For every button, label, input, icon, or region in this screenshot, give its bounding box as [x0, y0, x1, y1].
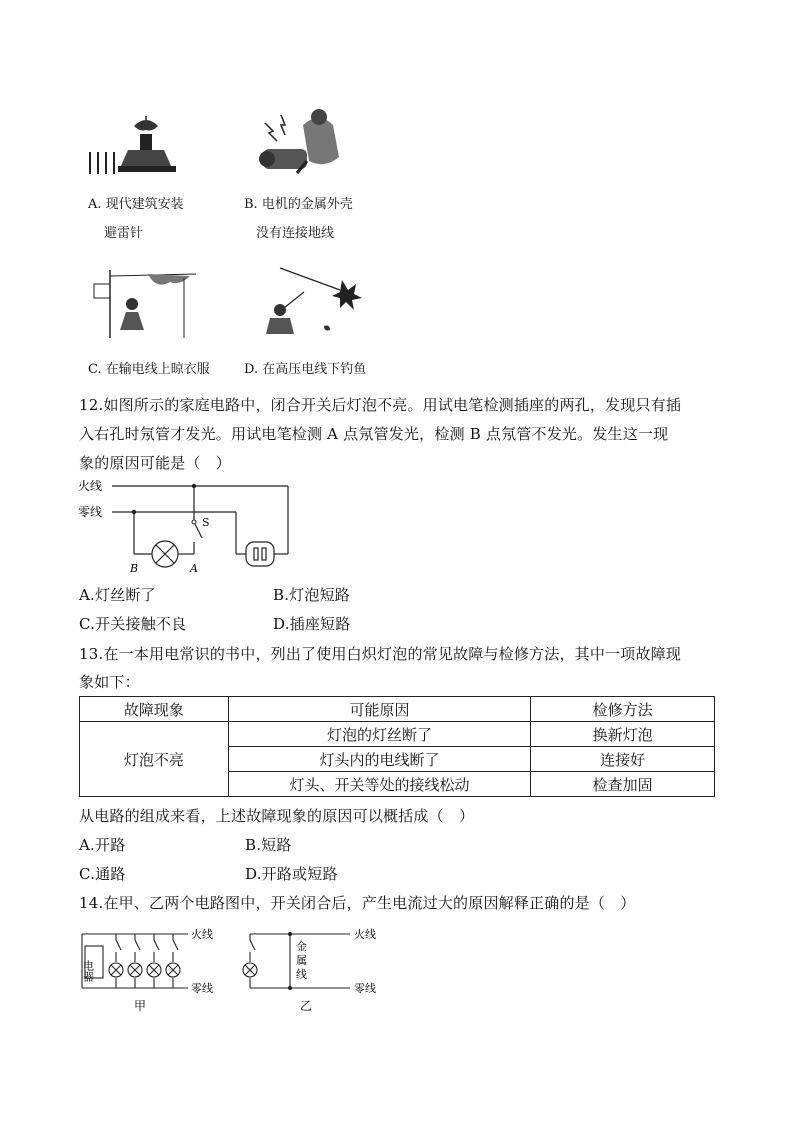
q14-yi-neutral-label: 零线: [354, 982, 376, 995]
q12-option-a: A.灯丝断了: [79, 586, 156, 604]
q12-option-c: C.开关接触不良: [79, 615, 187, 633]
q14-yi-wire-char1: 金: [296, 940, 307, 953]
q13-stem-line1: 13.在一本用电常识的书中，列出了使用白炽灯泡的常见故障与检修方法，其中一项故障现: [79, 645, 682, 663]
q12-option-d: D.插座短路: [273, 615, 351, 633]
q12-stem-line1: 12.如图所示的家庭电路中，闭合开关后灯泡不亮。用试电笔检测插座的两孔，发现只有插: [79, 396, 682, 414]
q12-switch-label: S: [202, 516, 210, 529]
method-cell: 换新灯泡: [531, 722, 715, 747]
q11-option-b-line2: 没有连接地线: [256, 226, 335, 241]
q13-after-text: 从电路的组成来看，上述故障现象的原因可以概括成（ ）: [79, 807, 475, 825]
q12-stem-line3: 象的原因可能是（ ）: [79, 454, 232, 472]
q14-circuit-jia: [80, 924, 230, 1016]
q12-neutral-label: 零线: [78, 505, 103, 519]
q14-yi-caption: 乙: [300, 999, 313, 1013]
q14-yi-wire-char2: 属: [296, 954, 307, 967]
q11-option-c: C. 在输电线上晾衣服: [88, 362, 210, 377]
q14-yi-live-label: 火线: [354, 928, 376, 941]
table-header-cell: 检修方法: [531, 697, 715, 722]
table-header-cell: 故障现象: [80, 697, 229, 722]
q14-jia-appliance-char1: 电器: [81, 960, 95, 982]
lightning-rod-building-illustration: [88, 112, 188, 182]
q14-circuit-yi: [240, 924, 390, 1016]
method-cell: 连接好: [531, 747, 715, 772]
method-cell: 检查加固: [531, 772, 715, 797]
fault-cell: 灯泡不亮: [80, 722, 229, 797]
q12-live-label: 火线: [78, 479, 103, 493]
q12-circuit-diagram: [76, 476, 296, 576]
q11-option-d: D. 在高压电线下钓鱼: [244, 362, 367, 377]
q11-option-a-line1: A. 现代建筑安装: [88, 197, 184, 212]
q12-point-b-label: B: [130, 562, 139, 575]
q13-option-b: B.短路: [245, 836, 292, 854]
table-row: [80, 722, 715, 747]
q14-jia-live-label: 火线: [191, 928, 213, 941]
q11-option-a-line2: 避雷针: [104, 226, 144, 241]
q14-stem: 14.在甲、乙两个电路图中，开关闭合后，产生电流过大的原因解释正确的是（ ）: [79, 894, 636, 912]
cause-cell: 灯头、开关等处的接线松动: [228, 772, 531, 797]
table-header-cell: 可能原因: [228, 697, 531, 722]
q12-point-a-label: A: [190, 562, 198, 575]
q14-yi-wire-char3: 线: [296, 968, 307, 981]
q13-option-a: A.开路: [79, 836, 126, 854]
q13-stem-line2: 象如下：: [79, 673, 140, 691]
ungrounded-motor-illustration: [253, 105, 353, 185]
q13-option-d: D.开路或短路: [245, 865, 338, 883]
q14-jia-caption: 甲: [134, 999, 147, 1013]
drying-clothes-on-wire-illustration: [88, 268, 198, 343]
cause-cell: 灯头内的电线断了: [228, 747, 531, 772]
q12-stem-line2: 入右孔时氖管才发光。用试电笔检测 A 点氖管发光，检测 B 点氖管不发光。发生这一现: [79, 425, 669, 443]
q13-option-c: C.通路: [79, 865, 126, 883]
q14-jia-neutral-label: 零线: [191, 982, 213, 995]
q11-option-b-line1: B. 电机的金属外壳: [244, 197, 353, 212]
q12-option-b: B.灯泡短路: [273, 586, 350, 604]
q13-fault-table: [79, 696, 715, 797]
cause-cell: 灯泡的灯丝断了: [228, 722, 531, 747]
table-header-row: [80, 697, 715, 722]
fishing-under-power-line-illustration: [258, 262, 368, 347]
